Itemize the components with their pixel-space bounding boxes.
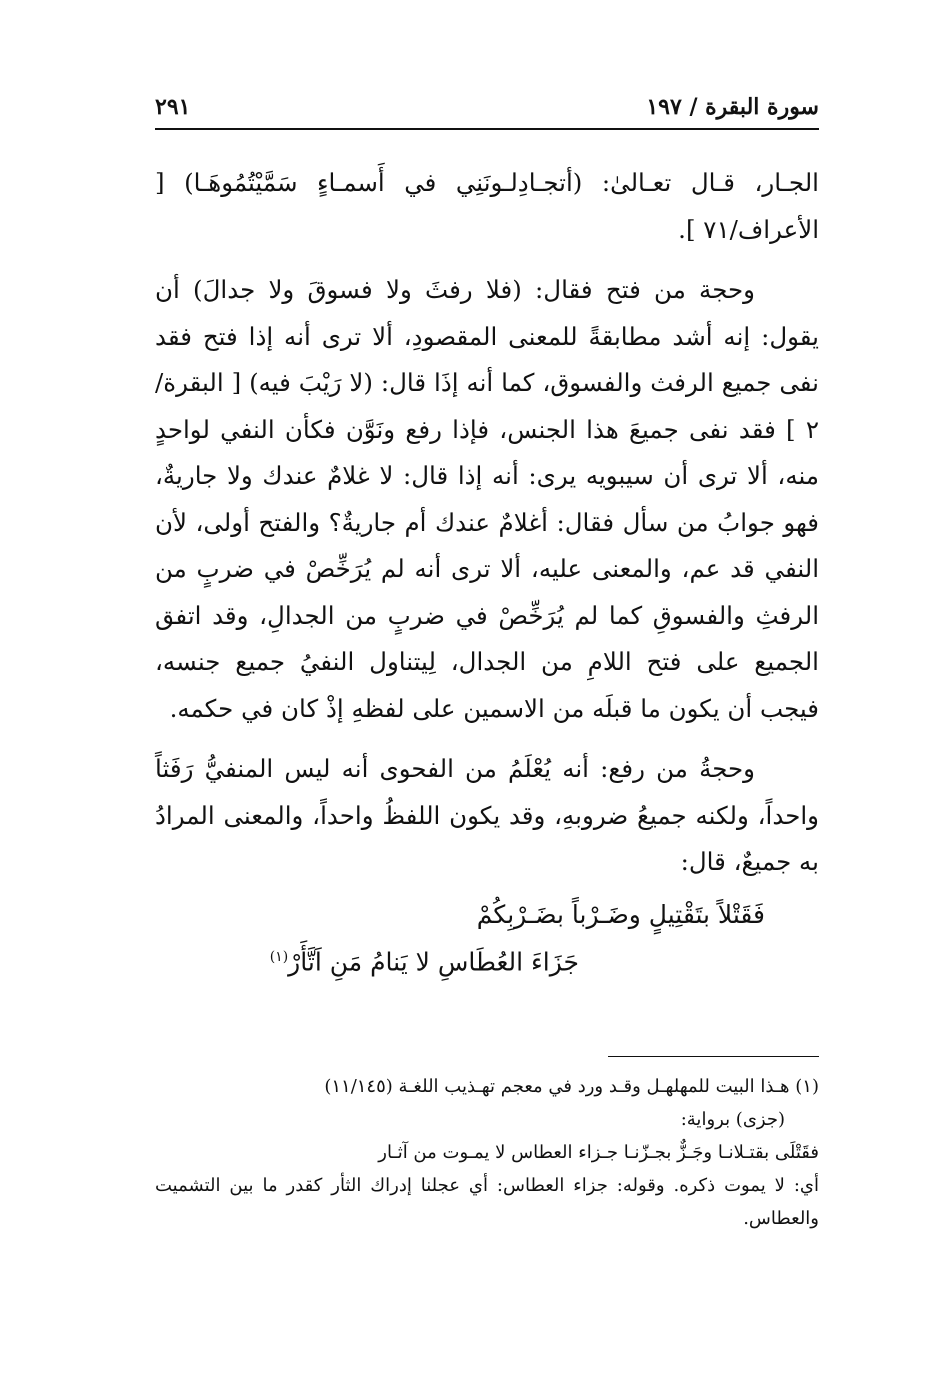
footnotes bbox=[155, 1070, 819, 1235]
footnote-1-explanation: أي: لا يموت ذكره. وقوله: جزاء العطاس: أي عجلنا إدراك الثأر كقدر ما بين التشميت والعطاس. bbox=[155, 1175, 819, 1229]
footnote-1-line-1: (١) هـذا البيت للمهلهـل وقـد ورد في معجم تهـذيب اللغـة (١١/١٤٥) bbox=[324, 1076, 819, 1097]
footnote-1-verse: فقَتْلَى بقتـلانـا وجَـزٌّ بجـزّنـا جـزاء العطاس لا يمـوت من آثـار bbox=[378, 1142, 819, 1163]
footnote-reference: (١) bbox=[269, 948, 289, 965]
verse-line-2 bbox=[270, 934, 579, 986]
verse-line-2-text: جَزَاءَ العُطَاسِ لا يَنامُ مَنِ اَتَّأَرْ bbox=[288, 946, 579, 976]
footnote-1-line-2: (جزى) برواية: bbox=[680, 1109, 785, 1130]
paragraph-2: وحجة من فتح فقال: (فلا رفثَ ولا فسوقَ ولا جدالَ) أن يقول: إنه أشد مطابقةً للمعنى المقصودِ، ألا ترى أنه إذا فتح فقد نفى جميع الرفث والفسوق، كما أنه إذَا قال: (لا رَيْبَ فيه) [ البقرة/٢ ] فقد نفى جميعَ هذا الجنس، فإذا رفع ونَوَّن فكأن النفي لواحدٍ منه، ألا ترى أن سيبويه يرى: أنه إذا قال: لا غلامٌ عندك ولا جاريةٌ، فهو جوابُ من سأل فقال: أغلامٌ عندك أم جاريةٌ؟ والفتح أولى، لأن النفي قد عم، والمعنى عليه، ألا ترى أنه لم يُرَخِّصْ في ضربٍ من الرفثِ والفسوقِ كما لم يُرَخِّصْ في ضربٍ من الجدالِ، وقد اتفق الجميع على فتح اللامِ من الجدال، لِيتناول النفيُ جميع جنسه، فيجب أن يكون ما قبلَه من الاسمين على لفظهِ إذْ كان في حكمه. bbox=[155, 275, 819, 723]
page-number: ٢٩١ bbox=[155, 94, 191, 120]
verse-line-1: فَقَتْلاً بتَقْتِيلٍ وضَـرْباً بضَـرْبِكُمْ bbox=[476, 899, 765, 929]
page-header bbox=[155, 92, 819, 130]
footnote-separator bbox=[608, 1056, 819, 1057]
paragraph-1: الجـار، قـال تعـالىٰ: (أتجـادِلـونَنِي في أَسمـاءٍ سَمَّيْتُمُوهَـا) [ الأعراف/٧١ ]. bbox=[155, 168, 819, 244]
running-title: سورة البقرة / ١٩٧ bbox=[646, 94, 819, 120]
poetry-verse bbox=[155, 892, 819, 976]
main-text bbox=[155, 160, 819, 976]
paragraph-3: وحجةُ من رفع: أنه يُعْلَمُ من الفحوى أنه ليس المنفيُّ رَفَثاً واحداً، ولكنه جميعُ ضروبهِ، وقد يكون اللفظُ واحداً، والمعنى المرادُ به جميعٌ، قال: bbox=[155, 754, 819, 876]
